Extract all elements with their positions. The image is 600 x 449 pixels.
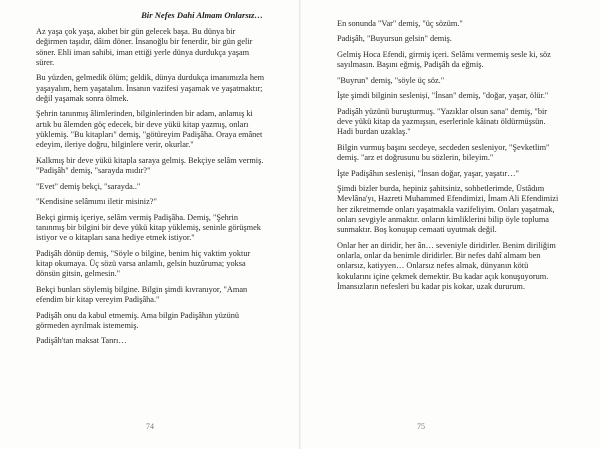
left-page bbox=[0, 0, 299, 449]
paragraph: İşte Padişâhın sesleniși, "İnsan doğar, yaşar, yaşatır…" bbox=[337, 168, 519, 178]
paragraph: Bu yüzden, gelmedik ölüm; geldik, dünya durdukça imanımızla hem yaşayalım, hem yaşatalım. İnsanın vazifesi yaşamak ve yaşatmaktır; değil yaşamak sonra ölmek. bbox=[36, 73, 265, 103]
right-page bbox=[301, 0, 600, 449]
paragraph: En sonunda "Var" demiş, "üç sözüm." bbox=[337, 19, 463, 28]
paragraph: Padişâh onu da kabul etmemiş. Ama bilgin Padişâhın yüzünü görmeden ayrılmak istememiş. bbox=[36, 310, 240, 330]
paragraph: Gelmiş Hoca Efendi, girmiş içeri. Selâmı vermemiş sesle ki, söz sayılmasın. Başını eğmiş, Padişâh da eğmiş. bbox=[337, 49, 551, 70]
paragraph: Kalkmış bir deve yükü kitapla saraya gelmiş. Bekçiye selâm vermiş. "Padişâh" demiş, "sarayda mıdır?" bbox=[36, 155, 264, 176]
paragraph: Padişâh dönüp demiş, "Söyle o bilgine, benim hiç vaktim yoktur kitap okumaya. Üç sözü varsa anlamlı, gelsin huzûruma; yoksa dönsün gitsin, gelmesin." bbox=[36, 248, 251, 279]
running-header: Bir Nefes Dahi Almam Onlarsız… bbox=[141, 10, 263, 20]
paragraph: Bekçi girmiş içeriye, selâm vermiş Padişâha. Demiş, "Şehrin tanınmış bir bilgini bir deve yükü kitap yüklemiş, seninle görüşmek istiyor ve o kitapları sana hediye etmek istiyor." bbox=[36, 212, 261, 243]
left-page-body bbox=[36, 27, 266, 352]
paragraph: Az yaşa çok yaşa, akıbet bir gün gelecek başa. Bu dünya bir değirmen taşıdır, dâim döner. İnsanoğlu bir fenerdir, bir gün gelir söner. Ehli iman sahibi, iman ettiği yerle dünya durdukça yaşam sürer. bbox=[36, 27, 253, 67]
paragraph: İşte şimdi bilginin sesleniși, "İnsan" demiş, "doğar, yaşar, ölür." bbox=[337, 91, 549, 101]
paragraph: Bilgin vurmuş başını secdeye, secdeden sesleniyor, "Şevketlim" demiş. "arz et doğrusunu bu sözlerin, bileyim." bbox=[337, 142, 550, 163]
page-number: 74 bbox=[146, 422, 154, 431]
paragraph: Şimdi bizler burda, hepiniz şahitsiniz, sohbetlerimde, Üstâdım Mevlâna'yı, Hazreti Muhammed Efendimizi, İmam Ali Efendimizi her zikretmemde onları yaşatmakla vazifeliyim. Onları yaşatmak, onları sevgiyle anmaktır. onların kimliklerini bilip öyle topluma sunmaktır. Boş konuşup cemaati uyutmak değil. bbox=[337, 184, 559, 235]
paragraph: "Buyrun" demiş, "söyle üç söz." bbox=[337, 75, 445, 85]
right-page-body bbox=[337, 19, 563, 297]
paragraph: Onlar her an diridir, her ân… seveniyle diridirler. Benim diriliğim onlarla, onlar da benimle diridirler. Bir nefes dahî almam ben onlarsız, katiyyen… Onlarsız nefes almak, dünyanın kötü kokularını içine çekmek demektir. Bu kadar açık konuşuyorum. İmansızların nefesleri bu kadar pis kokar, uzak dururum. bbox=[337, 240, 556, 291]
page-number: 75 bbox=[417, 422, 425, 431]
paragraph: Bekçi bunları söylemiş bilgine. Bilgin şimdi kıvranıyor, "Aman efendim bir kitap vereyim Padişâha." bbox=[36, 284, 248, 305]
paragraph: Padişâh'tan maksat Tanrı… bbox=[36, 336, 127, 346]
paragraph: Padişâh, "Buyursun gelsin" demiş. bbox=[337, 34, 452, 44]
paragraph: "Kendisine selâmımı iletir misiniz?" bbox=[36, 197, 157, 207]
paragraph: "Evet" demiş bekçi, "sarayda.." bbox=[36, 181, 141, 191]
paragraph: Şehrin tanınmış âlimlerinden, bilginlerinden bir adam, anlamış ki artık bu âlemden göç edecek, bir deve yükü kitap yazmış, onları yüklemiş. "Bu kitapları" demiş, "götüreyim Padişâha. Oraya emânet edeyim, ileriye doğru, bilginlere verir, okurlar." bbox=[36, 109, 263, 150]
paragraph: Padişâh yüzünü buruşturmuş. "Yazıklar olsun sana" demiş, "bir deve yükü kitap da yazmışsın, eserlerinle kâinatı öldürmüşsün. Hadi burdan uzaklaş." bbox=[337, 106, 548, 137]
